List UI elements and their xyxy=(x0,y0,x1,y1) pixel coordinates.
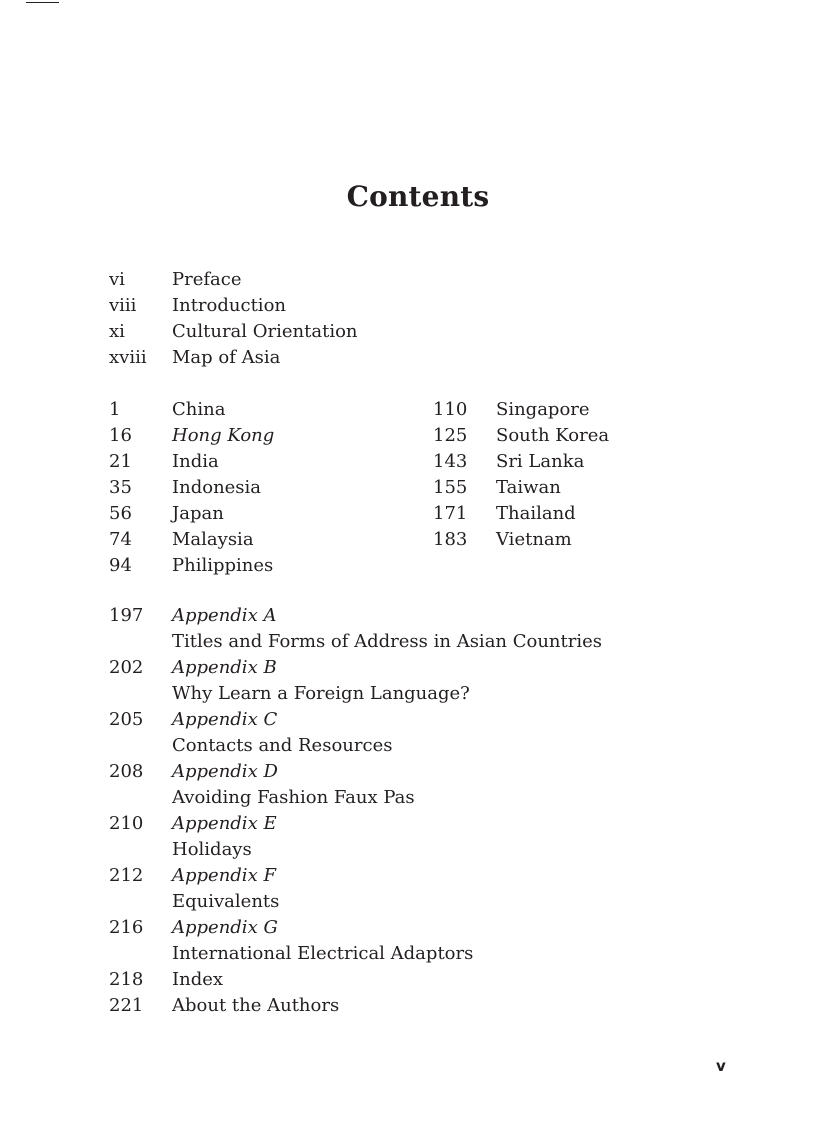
toc-page-number: 212 xyxy=(109,865,144,886)
toc-subtitle: International Electrical Adaptors xyxy=(172,943,474,964)
toc-title: Sri Lanka xyxy=(496,451,585,472)
toc-subtitle: Equivalents xyxy=(172,891,280,912)
toc-title: South Korea xyxy=(496,425,610,446)
toc-subtitle: Titles and Forms of Address in Asian Countries xyxy=(172,631,603,652)
toc-title: Appendix E xyxy=(172,813,277,834)
toc-entry[interactable] xyxy=(109,345,358,371)
toc-entry[interactable] xyxy=(433,527,609,553)
toc-page-number: viii xyxy=(109,295,137,316)
toc-entry[interactable] xyxy=(109,475,274,501)
toc-front-matter xyxy=(109,267,358,371)
toc-page-number: 197 xyxy=(109,605,144,626)
toc-title: Cultural Orientation xyxy=(172,321,358,342)
toc-title: Appendix G xyxy=(172,917,278,938)
toc-page-number: 74 xyxy=(109,529,132,550)
toc-title: Philippines xyxy=(172,555,274,576)
toc-title: Appendix F xyxy=(172,865,276,886)
toc-page-number: 171 xyxy=(433,503,468,524)
toc-title: Thailand xyxy=(496,503,576,524)
toc-entry[interactable] xyxy=(433,501,609,527)
toc-title: Singapore xyxy=(496,399,590,420)
toc-page-number: 202 xyxy=(109,657,144,678)
toc-entry[interactable] xyxy=(109,293,358,319)
toc-appendix-entry[interactable] xyxy=(109,707,602,759)
toc-title: Vietnam xyxy=(496,529,572,550)
page-title: Contents xyxy=(346,180,490,213)
toc-entry[interactable] xyxy=(109,267,358,293)
toc-title: Japan xyxy=(172,503,224,524)
toc-title: China xyxy=(172,399,226,420)
toc-appendices xyxy=(109,603,602,1019)
toc-title: Malaysia xyxy=(172,529,254,550)
toc-title: Introduction xyxy=(172,295,286,316)
toc-countries-left xyxy=(109,397,274,579)
toc-title: Index xyxy=(172,969,224,990)
toc-title: Map of Asia xyxy=(172,347,281,368)
toc-entry[interactable] xyxy=(109,527,274,553)
toc-page-number: 183 xyxy=(433,529,468,550)
page-folio: v xyxy=(716,1057,726,1075)
toc-entry[interactable] xyxy=(109,423,274,449)
toc-entry[interactable] xyxy=(433,475,609,501)
toc-appendix-entry[interactable] xyxy=(109,811,602,863)
toc-entry[interactable] xyxy=(433,423,609,449)
toc-page-number: 21 xyxy=(109,451,132,472)
toc-entry[interactable] xyxy=(109,397,274,423)
toc-appendix-entry[interactable] xyxy=(109,603,602,655)
toc-appendix-entry[interactable] xyxy=(109,655,602,707)
toc-title: Preface xyxy=(172,269,242,290)
toc-entry[interactable] xyxy=(109,993,602,1019)
toc-entry[interactable] xyxy=(109,449,274,475)
toc-entry[interactable] xyxy=(109,501,274,527)
toc-subtitle: Contacts and Resources xyxy=(172,735,393,756)
toc-appendix-entry[interactable] xyxy=(109,863,602,915)
toc-page-number: 221 xyxy=(109,995,144,1016)
toc-page-number: xi xyxy=(109,321,125,342)
toc-title: Taiwan xyxy=(496,477,561,498)
toc-entry[interactable] xyxy=(109,319,358,345)
toc-page-number: 56 xyxy=(109,503,132,524)
toc-title: Appendix C xyxy=(172,709,278,730)
toc-appendix-entry[interactable] xyxy=(109,759,602,811)
toc-title: Hong Kong xyxy=(172,425,275,446)
toc-subtitle: Holidays xyxy=(172,839,252,860)
toc-page-number: 143 xyxy=(433,451,468,472)
toc-subtitle: Avoiding Fashion Faux Pas xyxy=(172,787,415,808)
toc-page-number: 16 xyxy=(109,425,132,446)
toc-title: About the Authors xyxy=(172,995,340,1016)
toc-page-number: 205 xyxy=(109,709,144,730)
toc-page-number: 110 xyxy=(433,399,468,420)
crop-mark xyxy=(26,2,59,3)
toc-page-number: 35 xyxy=(109,477,132,498)
toc-page-number: xviii xyxy=(109,347,147,368)
toc-page-number: 94 xyxy=(109,555,132,576)
toc-title: India xyxy=(172,451,219,472)
toc-page-number: vi xyxy=(109,269,125,290)
toc-entry[interactable] xyxy=(109,553,274,579)
toc-page-number: 218 xyxy=(109,969,144,990)
toc-appendix-entry[interactable] xyxy=(109,915,602,967)
toc-subtitle: Why Learn a Foreign Language? xyxy=(172,683,470,704)
toc-page-number: 216 xyxy=(109,917,144,938)
toc-countries-right xyxy=(433,397,609,553)
toc-page-number: 210 xyxy=(109,813,144,834)
toc-page-number: 208 xyxy=(109,761,144,782)
toc-entry[interactable] xyxy=(109,967,602,993)
toc-entry[interactable] xyxy=(433,397,609,423)
toc-page-number: 1 xyxy=(109,399,121,420)
toc-title: Appendix B xyxy=(172,657,277,678)
toc-page-number: 125 xyxy=(433,425,468,446)
toc-title: Indonesia xyxy=(172,477,262,498)
toc-page-number: 155 xyxy=(433,477,468,498)
toc-title: Appendix A xyxy=(172,605,277,626)
toc-title: Appendix D xyxy=(172,761,278,782)
toc-entry[interactable] xyxy=(433,449,609,475)
